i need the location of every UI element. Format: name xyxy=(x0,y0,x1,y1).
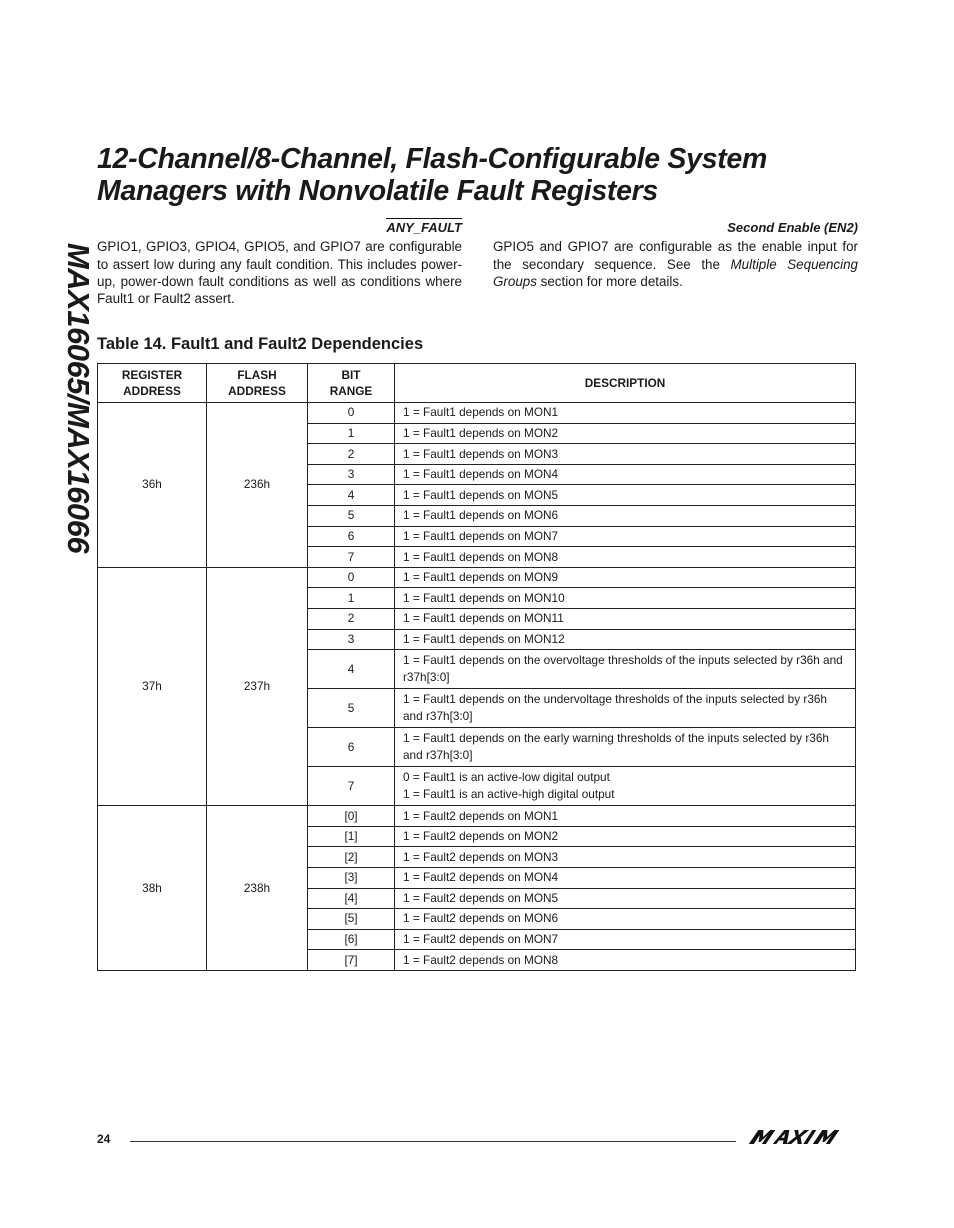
bit-range-cell: 0 xyxy=(308,403,395,424)
register-address-cell: 36h xyxy=(98,403,207,568)
bit-range-cell: 7 xyxy=(308,547,395,568)
bit-range-cell: [2] xyxy=(308,847,395,868)
description-line: 1 = Fault1 depends on MON1 xyxy=(403,405,559,420)
description-line: 1 = Fault2 depends on MON4 xyxy=(403,870,559,885)
description-line: 1 = Fault1 depends on MON7 xyxy=(403,528,559,543)
side-title-text: MAX16065/MAX16066 xyxy=(61,242,96,553)
bit-range-cell: 4 xyxy=(308,650,395,689)
bit-range-cell: [0] xyxy=(308,806,395,827)
bit-range-cell: 2 xyxy=(308,444,395,465)
page-title xyxy=(97,143,897,207)
bit-range-cell: 3 xyxy=(308,629,395,650)
description-cell xyxy=(395,485,856,506)
fault-dependencies-table xyxy=(97,363,856,971)
header-description: DESCRIPTION xyxy=(395,364,856,403)
description-line: 1 = Fault2 depends on MON3 xyxy=(403,849,559,864)
description-cell xyxy=(395,567,856,588)
description-line: 1 = Fault1 depends on MON9 xyxy=(403,570,559,585)
description-cell xyxy=(395,888,856,909)
bit-range-cell: [1] xyxy=(308,826,395,847)
description-line: 1 = Fault1 depends on the undervoltage thresholds of the inputs selected by r36h and r37h[3:0] xyxy=(403,692,827,724)
description-line: 1 = Fault1 depends on MON6 xyxy=(403,508,559,523)
bit-range-cell: 5 xyxy=(308,505,395,526)
bit-range-cell: [5] xyxy=(308,909,395,930)
description-line: 1 = Fault1 is an active-high digital output xyxy=(403,787,615,802)
description-cell xyxy=(395,909,856,930)
any-fault-section xyxy=(97,219,462,307)
bit-range-cell: [3] xyxy=(308,867,395,888)
description-line: 1 = Fault1 depends on MON8 xyxy=(403,549,559,564)
description-cell xyxy=(395,826,856,847)
page-title-line-2: Managers with Nonvolatile Fault Registers xyxy=(97,175,658,207)
description-line: 1 = Fault1 depends on MON5 xyxy=(403,487,559,502)
bit-range-cell: [7] xyxy=(308,950,395,971)
description-cell xyxy=(395,950,856,971)
section-reference-link: Multiple Sequencing Groups xyxy=(493,256,858,289)
description-cell xyxy=(395,403,856,424)
description-line: 1 = Fault2 depends on MON5 xyxy=(403,890,559,905)
description-line: 1 = Fault1 depends on MON4 xyxy=(403,467,559,482)
description-cell xyxy=(395,588,856,609)
bit-range-cell: 5 xyxy=(308,689,395,728)
description-line: 1 = Fault1 depends on MON10 xyxy=(403,590,565,605)
description-cell xyxy=(395,629,856,650)
flash-address-cell: 236h xyxy=(207,403,308,568)
description-cell xyxy=(395,728,856,767)
any-fault-heading: ANY_FAULT xyxy=(386,220,462,235)
bit-range-cell: 7 xyxy=(308,767,395,806)
description-cell xyxy=(395,650,856,689)
description-cell xyxy=(395,867,856,888)
maxim-logo-icon xyxy=(748,1128,856,1146)
description-cell xyxy=(395,444,856,465)
table-row xyxy=(98,567,856,588)
header-flash-address: FLASH ADDRESS xyxy=(207,364,308,403)
table-header-row xyxy=(98,364,856,403)
bit-range-cell: 3 xyxy=(308,464,395,485)
maxim-logo xyxy=(748,1128,856,1151)
description-cell xyxy=(395,806,856,827)
description-cell xyxy=(395,847,856,868)
description-line: 1 = Fault2 depends on MON1 xyxy=(403,808,559,823)
description-cell xyxy=(395,547,856,568)
bit-range-cell: 6 xyxy=(308,526,395,547)
header-bit-range: BIT RANGE xyxy=(308,364,395,403)
second-enable-section xyxy=(493,219,858,290)
description-cell xyxy=(395,526,856,547)
bit-range-cell: 6 xyxy=(308,728,395,767)
bit-range-cell: 0 xyxy=(308,567,395,588)
description-line: 1 = Fault2 depends on MON6 xyxy=(403,911,559,926)
footer-rule xyxy=(130,1141,736,1142)
any-fault-text: GPIO1, GPIO3, GPIO4, GPIO5, and GPIO7 are configurable to assert low during any fault condition. This includes power-up, power-down fault conditions as well as conditions where Fault1 or Fault2 assert. xyxy=(97,239,462,307)
description-line: 1 = Fault1 depends on MON3 xyxy=(403,446,559,461)
table-title: Table 14. Fault1 and Fault2 Dependencies xyxy=(97,335,424,353)
bit-range-cell: 4 xyxy=(308,485,395,506)
bit-range-cell: 1 xyxy=(308,423,395,444)
description-line: 0 = Fault1 is an active-low digital output xyxy=(403,770,610,785)
side-title xyxy=(56,220,100,575)
description-line: 1 = Fault2 depends on MON2 xyxy=(403,829,559,844)
register-address-cell: 37h xyxy=(98,567,207,805)
description-cell xyxy=(395,505,856,526)
description-cell xyxy=(395,423,856,444)
description-cell xyxy=(395,608,856,629)
second-enable-heading: Second Enable (EN2) xyxy=(727,220,858,235)
description-line: 1 = Fault1 depends on MON12 xyxy=(403,631,565,646)
page-title-line-1: 12-Channel/8-Channel, Flash-Configurable System xyxy=(97,143,768,175)
description-cell xyxy=(395,464,856,485)
bit-range-cell: 1 xyxy=(308,588,395,609)
header-register-address: REGISTER ADDRESS xyxy=(98,364,207,403)
description-cell xyxy=(395,767,856,806)
table-row xyxy=(98,403,856,424)
register-address-cell: 38h xyxy=(98,806,207,971)
flash-address-cell: 238h xyxy=(207,806,308,971)
description-line: 1 = Fault1 depends on the overvoltage thresholds of the inputs selected by r36h and r37h[3:0] xyxy=(403,653,843,685)
bit-range-cell: 2 xyxy=(308,608,395,629)
description-line: 1 = Fault1 depends on MON2 xyxy=(403,425,559,440)
description-line: 1 = Fault1 depends on MON11 xyxy=(403,611,564,626)
description-cell xyxy=(395,929,856,950)
table-row xyxy=(98,806,856,827)
description-line: 1 = Fault2 depends on MON7 xyxy=(403,932,559,947)
table-body xyxy=(98,403,856,971)
page-number: 24 xyxy=(97,1132,111,1146)
description-line: 1 = Fault1 depends on the early warning thresholds of the inputs selected by r36h and r37h[3:0] xyxy=(403,731,829,763)
bit-range-cell: [4] xyxy=(308,888,395,909)
bit-range-cell: [6] xyxy=(308,929,395,950)
description-line: 1 = Fault2 depends on MON8 xyxy=(403,952,559,967)
flash-address-cell: 237h xyxy=(207,567,308,805)
description-cell xyxy=(395,689,856,728)
second-enable-text: GPIO5 and GPIO7 are configurable as the enable input for the secondary sequence. See the Multiple Sequencing Groups section for more details. xyxy=(493,239,858,289)
